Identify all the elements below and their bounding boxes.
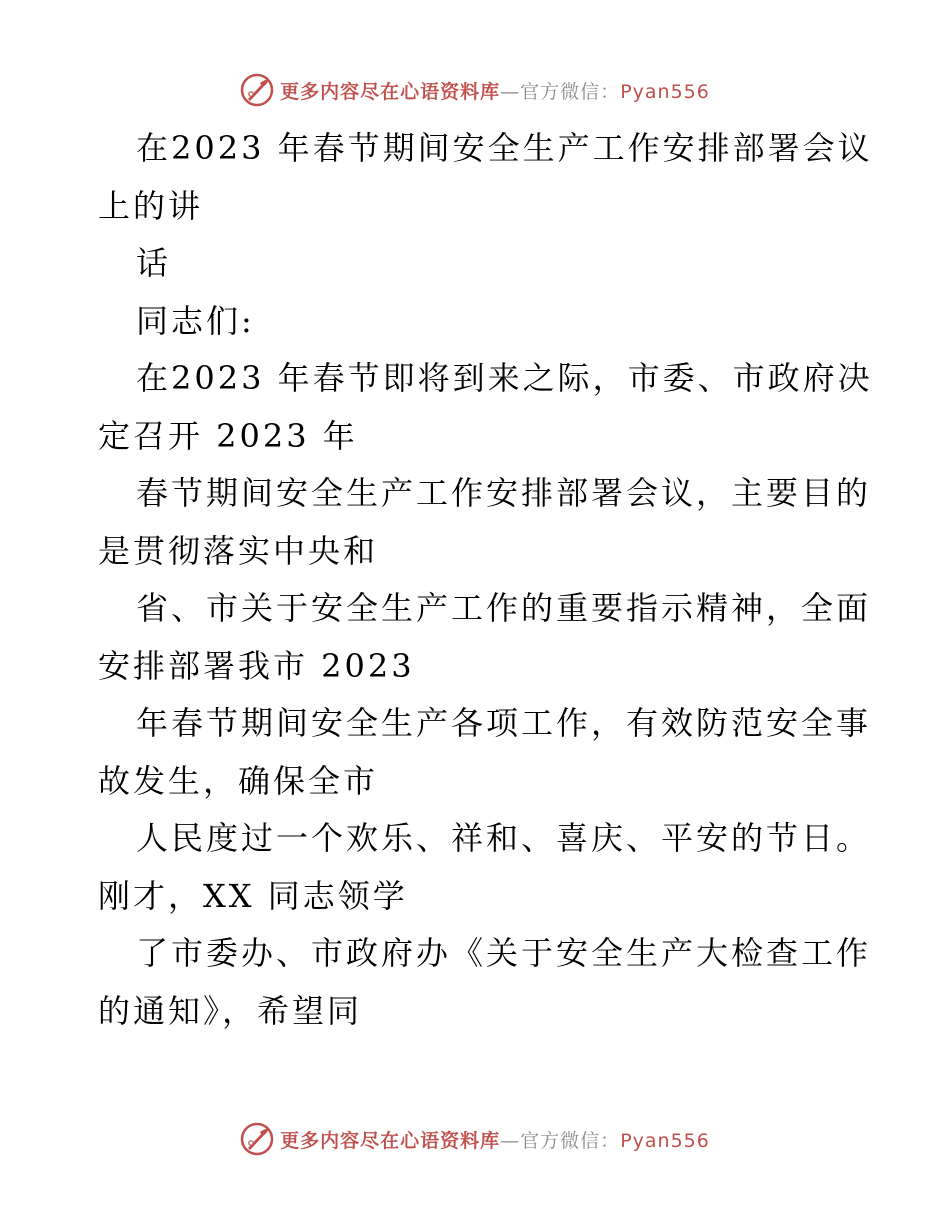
separator: —: [500, 80, 521, 103]
document-line: 是贯彻落实中央和: [98, 531, 379, 570]
wechat-id: Pyan556: [620, 80, 710, 103]
document-line: 人民度过一个欢乐、祥和、喜庆、平安的节日。: [136, 819, 872, 857]
wechat-id: Pyan556: [620, 1129, 710, 1152]
quill-logo-icon: [240, 73, 274, 107]
watermark-text: [280, 1126, 710, 1153]
quill-logo-icon: [240, 1122, 274, 1156]
document-body: [98, 120, 873, 1040]
footer-watermark: [0, 1119, 950, 1159]
document-line: 定召开 2023 年: [98, 416, 358, 455]
document-line: 话: [136, 244, 172, 282]
wechat-label: 官方微信：: [520, 1129, 621, 1152]
document-line: 同志们:: [136, 301, 255, 340]
document-line: 春节期间安全生产工作安排部署会议，主要目的: [136, 474, 872, 512]
site-name: 更多内容尽在心语资料库: [280, 80, 501, 103]
document-line: 在2023 年春节期间安全生产工作安排部署会议: [136, 129, 873, 167]
document-line: 在2023 年春节即将到来之际，市委、市政府决: [136, 359, 873, 397]
header-watermark: [0, 70, 950, 110]
wechat-label: 官方微信：: [520, 80, 621, 103]
document-line: 的通知》，希望同: [98, 991, 363, 1030]
separator: —: [500, 1129, 521, 1152]
document-line: 故发生，确保全市: [98, 761, 379, 800]
site-name: 更多内容尽在心语资料库: [280, 1129, 501, 1152]
document-line: 安排部署我市 2023: [98, 646, 415, 685]
document-line: 年春节期间安全生产各项工作，有效防范安全事: [136, 704, 872, 742]
document-line: 上的讲: [98, 186, 204, 225]
document-line: 刚才，XX 同志领学: [98, 876, 408, 915]
document-line: 了市委办、市政府办《关于安全生产大检查工作: [136, 934, 872, 972]
watermark-text: [280, 77, 710, 104]
document-line: 省、市关于安全生产工作的重要指示精神，全面: [136, 589, 872, 627]
